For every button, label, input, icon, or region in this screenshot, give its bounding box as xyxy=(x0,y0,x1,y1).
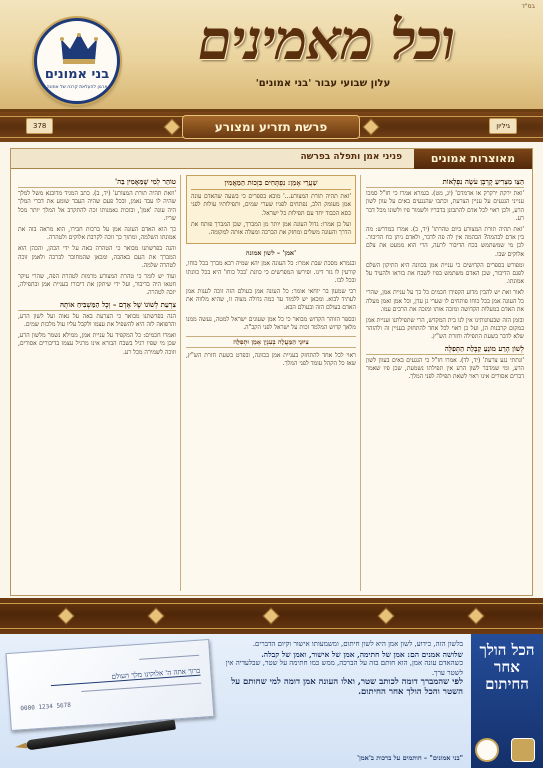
publication-tagline: עלון שבועי עבור 'בני אמונים' xyxy=(255,78,391,89)
article-paragraph: ואמרו חכמים: כל המקפיד על עניית אמן, ממילא נשמר מלשון הרע, שכן מי שפיו רגיל בשבח הבורא אינו מרגיל עצמו בדיבורים אסורים, וזוכה לשמירה מכל רע. xyxy=(18,332,176,356)
ornament-icon xyxy=(164,119,181,136)
ornament-icon xyxy=(468,608,485,625)
ornament-icon xyxy=(58,608,75,625)
ornament-icon xyxy=(148,608,165,625)
article-paragraph: ועל כן אמרו: גדול העונה אמן יותר מן המברך, שכן המברך פותח את הדרך והעונה משלים ומחזק את הברכה ומעלה אותה למקומה. xyxy=(191,220,351,237)
article-paragraph: ומפורש בספרים הקדושים כי עניית אמן בכוונה היא התיקון השלם לפגם הדיבור, שכן האדם משתמש בפיו לשבח את בוראו ולהעיד על אמונתו. xyxy=(366,261,524,286)
ornament-icon xyxy=(378,608,395,625)
column-divider xyxy=(360,175,361,591)
article-paragraph: ובזמן הזה שבעוונותינו אין לנו בית המקדש, הרי שתפילתנו ועניית אמן במקום קרבנות הן, ועל כן ראוי לכל אחד להתחזק בעניין זה ולהזהר שלא לדבר בשעת התפילה וחזרת הש"ץ. xyxy=(366,317,524,341)
article-title: הַצַּו מַצְרִיעַ קָרְבָּן עֹשֶׂה נִפְלָאוֹת xyxy=(366,178,524,188)
ad-brand-panel xyxy=(471,634,543,768)
emblem-icon xyxy=(511,738,535,762)
article-paragraph: 'זאת תהיה תורת המצורע...' מובא בספרים כי בשעה שהאדם עונה אמן מעומק הלב, נפתחים לפניו שערי שמים, ותפילותיו עולות לפני כסא הכבוד יחד עם תפילות כל ישראל. xyxy=(191,193,351,217)
pull-quote: 'אמן' – לשון אמונה xyxy=(245,249,297,258)
article-paragraph: והנה בפרשתנו מבואר כי הטהרה באה על ידי הכהן, והכהן הוא המברך את העם באהבה, ומכאן שהמחובר לברכה ולאמן זוכה לטהרה שלמה. xyxy=(18,245,176,269)
logo-name: בני אמונים xyxy=(44,67,110,82)
section-tab: מאוצרות אמונים xyxy=(414,149,532,169)
ad-footer: "בני אמונים" – חותמים על ברכות ב'אמן' xyxy=(357,754,463,762)
issue-tab: גיליון xyxy=(489,118,517,134)
advertisement xyxy=(0,634,543,768)
article-title: צִרְעַת לְשׁוֹנוֹ שֶׁל אָדָם – וְכָל הַמַּשְׁבִּיחַ אוֹתָהּ xyxy=(18,301,176,311)
ad-slogan: הכל הולך אחר החיתום xyxy=(479,641,535,693)
ad-intro: בלשון הזה, כידוע, לשון אמן היא לשון חיתום, ומשמעותו אישור וקיום הדברים. xyxy=(252,640,463,648)
article-column-right xyxy=(366,175,524,591)
articles-section xyxy=(10,148,533,596)
article-paragraph: 'וזאת תהיה תורת המצורע' (יד, ב). כתב המגיד מדובנא משל למלך שהיה לו עבד נאמן, ובכל פעם שהיה העבד שומע את דברי המלך היה עונה 'אמן', ובזכות נאמנותו זכה להתקרב אל המלך יותר מכל שריו. xyxy=(18,190,176,222)
article-paragraph: רבי שמעון בר יוחאי אומר: כל העונה אמן בעולם הזה זוכה לענות אמן לעתיד לבוא. ומכאן יש ללמוד עד כמה גדולה מצוה זו, שהיא מלווה את האדם בעולם הזה ובעולם הבא. xyxy=(186,288,356,312)
crown-icon xyxy=(59,31,99,65)
section-heading: פניני אמן ותפלה בפרשה xyxy=(300,152,402,162)
ad-body: כשהאדם עונה אמן, הוא חותם בזה על הברכה, ממש כמו חתימה על שטר, שבלעדיה אין לשטר ערך. xyxy=(225,659,463,677)
publication-title: וכל מאמינים xyxy=(197,7,455,72)
check-rule xyxy=(81,683,201,692)
article-title: לְשׁוֹן הָרַע מוֹנֵעַ קַבָּלַת הַתְּפִלָּה xyxy=(366,345,524,355)
article-paragraph: 'זאת תהיה תורת המצורע ביום טהרתו' (יד, ב). אמרו במדרש: מה בין אדם לבהמה? הבהמה אין לה פה לדבר, ולאדם ניתן כח הדיבור. לכן מי שמשתמש בכח הדיבור לרעה, הרי הוא ממעט את צלם אלוקים שבו. xyxy=(366,226,524,258)
section-bar xyxy=(11,149,532,169)
check-number: 0000 1234 5678 xyxy=(20,701,72,713)
parsha-name: פרשת תזריע ומצורע xyxy=(182,115,360,139)
parsha-band xyxy=(0,112,543,142)
check-illustration xyxy=(6,639,215,731)
logo-subtitle: ארגון להעלאת קרנה של אמונה xyxy=(46,85,108,90)
ad-highlight: שלושה אמנים הם: אמן של חתימה, אמן של אישור, ואמן של קבלה. xyxy=(261,649,463,659)
check-text: ברוך אתה ה' אלוקינו מלך העולם xyxy=(50,667,200,686)
check-rule xyxy=(139,655,199,660)
article-paragraph: ועוד יש לומר כי טהרת המצורע מרמזת לטהרת הפה, שהרי עיקר חטאו היה בדיבור, ועל ידי שיתקן את דיבורו בעניית אמן ובתפילה, יזכה לטהרה. xyxy=(18,273,176,297)
featured-box xyxy=(186,175,356,244)
article-paragraph: ראוי לכל אחד להתחזק בעניית אמן בכוונה, ובפרט בשעת חזרת הש"ץ, שאז כל הקהל עומד לפני המלך. xyxy=(186,352,356,368)
ornament-icon xyxy=(363,119,380,136)
article-paragraph: ובספר הזוהר הקדוש מבואר כי כל אמן שעונים ישראל למטה, נעשה ממנו מלאך קדוש המלמד זכות על ישראל לפני הקב"ה. xyxy=(186,315,356,331)
issue-number: 378 xyxy=(26,118,53,134)
article-paragraph: הנה בפרשתנו מבואר כי הצרעת באה על גאוה ועל לשון הרע, והרפואה לזה היא להשפיל את עצמו ולקבל עליו עול מלכות שמים. xyxy=(18,312,176,329)
masthead-header xyxy=(0,0,543,112)
featured-box-title: שַׁעֲרֵי אָמֵן: נִפְתָּחִים בִּזְכוּת הַמַּאֲמִין xyxy=(191,179,351,190)
band-rule xyxy=(0,603,543,604)
ornament-icon xyxy=(263,608,280,625)
seal-icon xyxy=(475,738,499,762)
article-paragraph: לאור זאת יש להבין מדוע הקפידו חכמים כל כך על עניית אמן, שהרי כל העונה אמן בכל כוחו פותחים לו שערי גן עדן, וכל אמן ואמן מעלה את האדם במעלות הקדושה ומזכה אותו ומזכה את הרבים עמו. xyxy=(366,289,524,313)
article-paragraph: 'ונתתי נגע צרעת' (יד, לד). אמרו חז"ל כי הנגעים באים בעוון לשון הרע, ומי שמדבר לשון הרע אין תפילתו נשמעת, שכן פיו שאמר דברים אסורים אינו ראוי לשאת תפילה לפני המלך. xyxy=(366,356,524,381)
article-column-middle xyxy=(186,175,356,591)
ornamental-band xyxy=(0,598,543,634)
article-paragraph: כך הוא האדם העונה אמן על ברכות חבירו, הוא מראה בזה את אמונתו השלמה, ומתוך כך זוכה לקרבת אלוקים ולטהרה. xyxy=(18,226,176,242)
column-divider xyxy=(180,175,181,591)
page-mark: בס"ד xyxy=(521,3,535,10)
organization-logo xyxy=(34,18,120,104)
ad-headline: לפי שהמברך דומה לכותב שטר, ואלו העונה אמן דומה למי שחותם על השטר והכל הולך אחר החיתום. xyxy=(231,677,463,697)
band-rule xyxy=(0,628,543,629)
article-column-left xyxy=(18,175,176,591)
article-paragraph: 'ואת ירקת ירקרק או אדמדם' (יג, מט). בגמרא אמרו כי חז"ל סמכו ענייני הנגעים על עניין הצרעת, וכתבו שהנגעים באים על עוון לשון הרע, ולכן ראוי לכל אדם להתבונן בדבריו ולשמור פיו ולשונו מכל דבר רע. xyxy=(366,190,524,222)
article-title: טוֹהַר לְמִי שֶׁמַּאֲמִין בַּה' xyxy=(18,178,176,188)
subsection-label: צִיּוּנֵי הַמַּעֲלָה בְּעִנְיַן אָמֵן וּתְפִלָּה xyxy=(186,336,356,348)
ad-copy xyxy=(223,640,463,697)
article-paragraph: ובגמרא מסכת שבת אמרו: כל העונה אמן יהא שמיה רבא מברך בכל כוחו, קורעין לו גזר דינו. ופירשו המפרשים כי כוונת 'בכל כוחו' היא בכל כוונתו ובכל לבו. xyxy=(186,260,356,284)
